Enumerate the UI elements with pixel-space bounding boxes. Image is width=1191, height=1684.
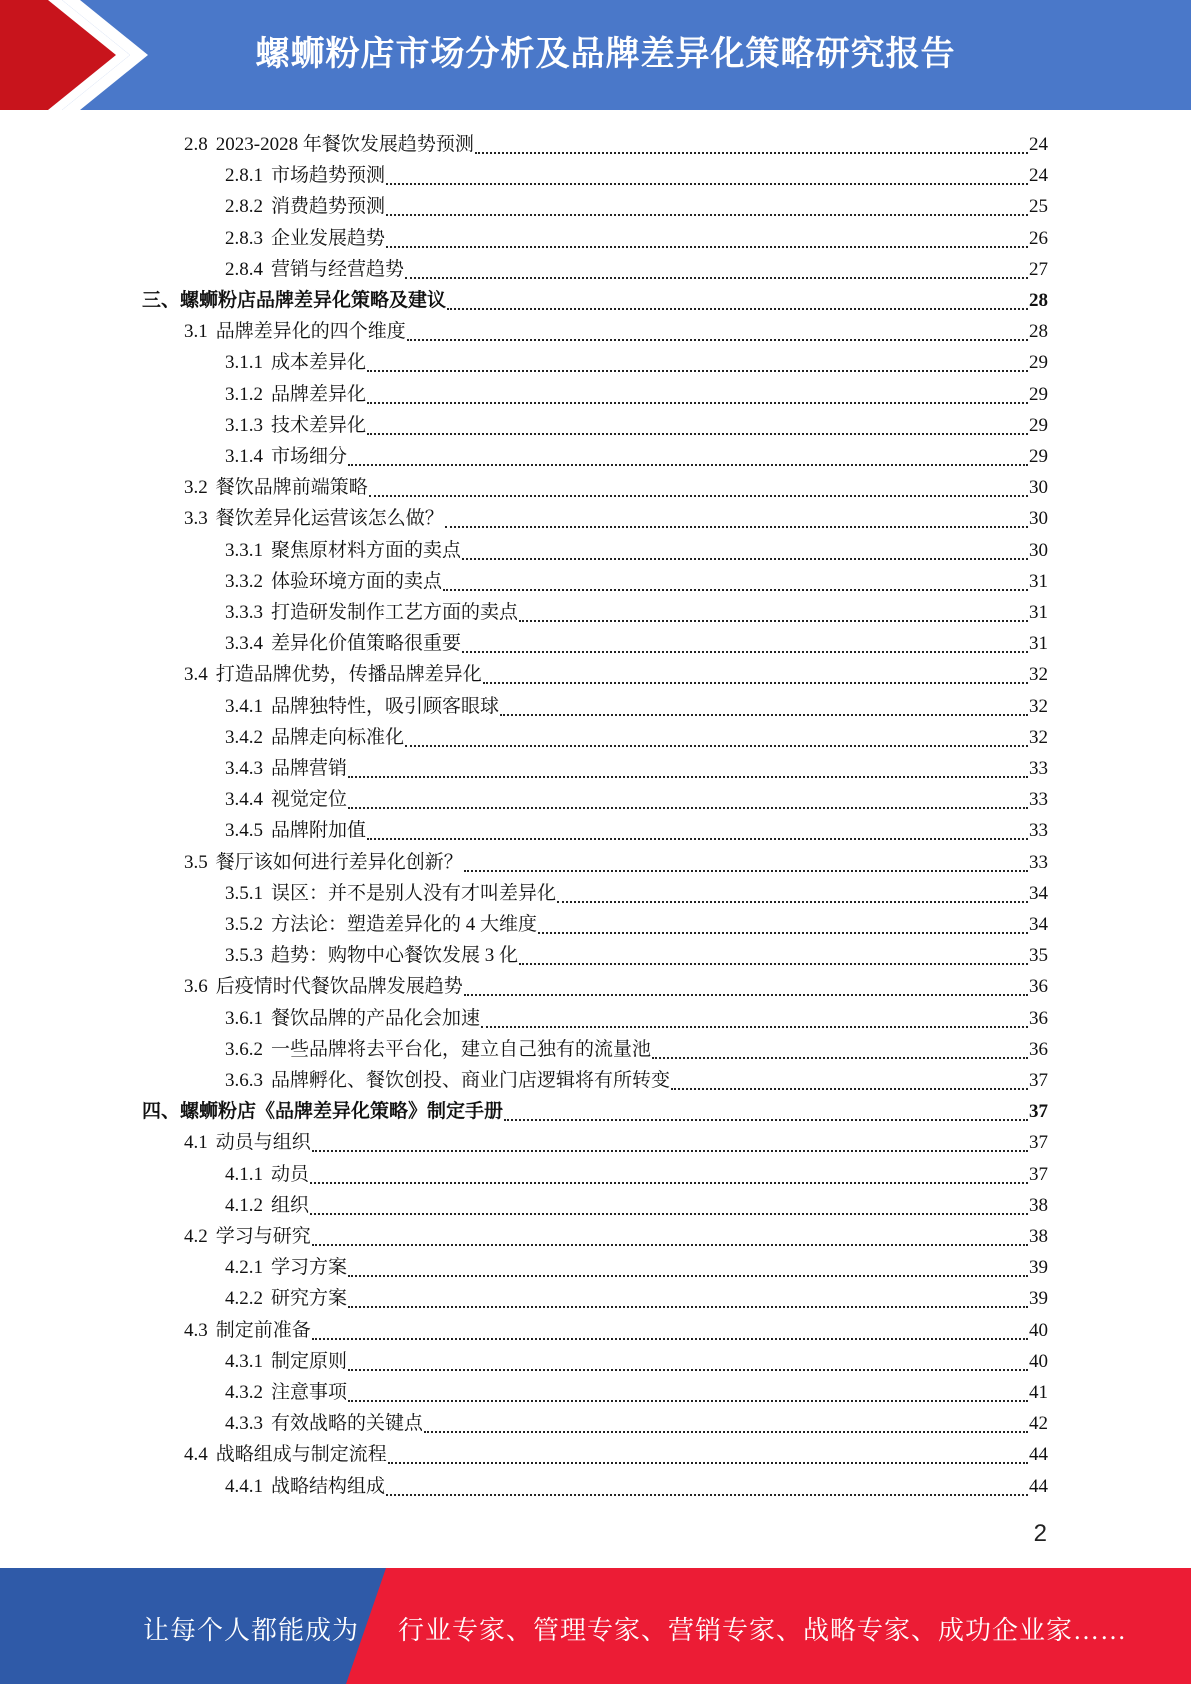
toc-dot-leader xyxy=(464,850,1028,872)
toc-entry-title: 后疫情时代餐饮品牌发展趋势 xyxy=(215,976,463,998)
report-title: 螺蛳粉店市场分析及品牌差异化策略研究报告 xyxy=(255,34,956,74)
toc-entry-number: 3.5 xyxy=(184,851,208,873)
toc-entry-page: 29 xyxy=(1029,383,1048,405)
toc-entry-page: 41 xyxy=(1029,1382,1048,1403)
toc-entry-title: 市场趋势预测 xyxy=(271,165,386,187)
toc-entry[interactable] xyxy=(184,500,1048,531)
toc-entry-number: 3.4 xyxy=(184,664,208,686)
toc-entry-page: 40 xyxy=(1029,1319,1048,1341)
toc-entry-title: 餐饮差异化运营该怎么做？ xyxy=(215,508,444,530)
toc-entry[interactable] xyxy=(225,875,1048,906)
toc-entry-number: 3.1.4 xyxy=(225,446,263,467)
toc-dot-leader xyxy=(519,600,1028,622)
toc-entry-title: 注意事项 xyxy=(271,1382,348,1403)
toc-entry-page: 30 xyxy=(1029,508,1048,530)
footer-slogan-left: 让每个人都能成为 xyxy=(143,1616,360,1645)
toc-dot-leader xyxy=(348,1349,1028,1371)
toc-dot-leader xyxy=(312,1130,1028,1152)
toc-dot-leader xyxy=(424,1411,1028,1433)
toc-entry-title: 品牌走向标准化 xyxy=(271,726,405,748)
toc-dot-leader xyxy=(312,1318,1028,1340)
toc-entry-title: 餐饮品牌前端策略 xyxy=(215,477,368,499)
toc-entry-title: 战略组成与制定流程 xyxy=(215,1444,387,1466)
toc-entry[interactable] xyxy=(225,532,1048,563)
toc-entry-number: 3.3 xyxy=(184,508,208,530)
toc-dot-leader xyxy=(504,1099,1028,1121)
toc-entry-number: 4.4.1 xyxy=(225,1475,263,1497)
toc-entry[interactable] xyxy=(225,1280,1048,1311)
toc-entry-number: 2.8.2 xyxy=(225,196,263,218)
toc-entry-number: 3.3.4 xyxy=(225,633,263,655)
toc-dot-leader xyxy=(388,1442,1028,1464)
toc-dot-leader xyxy=(462,631,1028,653)
toc-entry[interactable] xyxy=(225,188,1048,219)
toc-entry-number: 3.1 xyxy=(184,321,208,343)
toc-entry-title: 动员与组织 xyxy=(215,1132,311,1154)
toc-entry-page: 40 xyxy=(1029,1350,1048,1372)
toc-entry-title: 企业发展趋势 xyxy=(271,227,386,249)
toc-entry-title: 制定前准备 xyxy=(215,1319,311,1341)
toc-entry-page: 37 xyxy=(1029,1163,1048,1185)
toc-entry-title: 市场细分 xyxy=(271,446,348,467)
toc-entry-number: 4.3.2 xyxy=(225,1382,263,1403)
toc-entry-page: 32 xyxy=(1029,726,1048,748)
toc-entry-number: 三、 xyxy=(142,290,181,311)
toc-dot-leader xyxy=(348,1380,1028,1402)
toc-entry-number: 3.6.2 xyxy=(225,1038,263,1060)
toc-entry-title: 制定原则 xyxy=(271,1350,348,1372)
toc-dot-leader xyxy=(386,194,1028,216)
toc-entry-page: 38 xyxy=(1029,1194,1048,1216)
toc-entry-number: 3.1.3 xyxy=(225,414,263,436)
toc-entry[interactable] xyxy=(184,656,1048,687)
toc-entry[interactable] xyxy=(225,438,1048,469)
toc-dot-leader xyxy=(386,226,1028,248)
toc-entry[interactable] xyxy=(225,1187,1048,1218)
toc-entry-number: 4.4 xyxy=(184,1444,208,1466)
toc-entry-page: 36 xyxy=(1029,1007,1048,1029)
toc-entry-title: 品牌附加值 xyxy=(271,820,367,842)
toc-entry-number: 4.1 xyxy=(184,1132,208,1154)
toc-dot-leader xyxy=(367,382,1028,404)
toc-entry-title: 品牌孵化、餐饮创投、商业门店逻辑将有所转变 xyxy=(271,1070,671,1091)
toc-entry-number: 3.5.3 xyxy=(225,945,263,967)
toc-entry[interactable] xyxy=(225,251,1048,282)
toc-entry[interactable] xyxy=(225,781,1048,812)
toc-entry-page: 37 xyxy=(1029,1070,1048,1091)
toc-entry-title: 一些品牌将去平台化，建立自己独有的流量池 xyxy=(271,1038,652,1060)
toc-dot-leader xyxy=(348,756,1028,778)
toc-dot-leader xyxy=(386,1474,1028,1496)
toc-entry-number: 4.1.1 xyxy=(225,1163,263,1185)
toc-entry-title: 学习与研究 xyxy=(215,1226,311,1247)
toc-entry-title: 有效战略的关键点 xyxy=(271,1413,424,1435)
toc-entry-title: 消费趋势预测 xyxy=(271,196,386,218)
toc-entry[interactable] xyxy=(184,1312,1048,1343)
toc-entry-number: 2.8.1 xyxy=(225,165,263,187)
toc-entry[interactable] xyxy=(225,906,1048,937)
toc-entry-number: 3.1.2 xyxy=(225,383,263,405)
toc-dot-leader xyxy=(462,538,1028,560)
toc-dot-leader xyxy=(348,444,1028,466)
toc-dot-leader xyxy=(369,475,1028,497)
toc-entry-number: 2.8.4 xyxy=(225,258,263,280)
page-header xyxy=(0,0,1191,110)
toc-entry[interactable] xyxy=(225,625,1048,656)
toc-entry[interactable] xyxy=(225,563,1048,594)
toc-entry-number: 3.4.4 xyxy=(225,789,263,811)
toc-entry-page: 30 xyxy=(1029,539,1048,561)
toc-entry-number: 3.4.1 xyxy=(225,695,263,717)
toc-entry-title: 战略结构组成 xyxy=(271,1475,386,1497)
toc-dot-leader xyxy=(557,881,1028,903)
toc-entry-number: 3.3.1 xyxy=(225,539,263,561)
toc-entry-number: 4.1.2 xyxy=(225,1194,263,1216)
toc-dot-leader xyxy=(348,787,1028,809)
toc-entry-page: 31 xyxy=(1029,570,1048,592)
toc-entry-number: 4.2.2 xyxy=(225,1288,263,1310)
toc-entry-title: 聚焦原材料方面的卖点 xyxy=(271,539,462,561)
toc-entry-page: 44 xyxy=(1029,1475,1048,1497)
toc-entry-title: 趋势：购物中心餐饮发展 3 化 xyxy=(271,945,519,967)
toc-entry-number: 3.6.3 xyxy=(225,1070,263,1091)
toc-dot-leader xyxy=(310,1193,1028,1215)
toc-entry-title: 品牌营销 xyxy=(271,758,348,779)
toc-entry[interactable] xyxy=(225,407,1048,438)
toc-dot-leader xyxy=(481,1006,1028,1028)
toc-entry[interactable] xyxy=(225,1062,1048,1093)
toc-dot-leader xyxy=(652,1037,1028,1059)
toc-entry-number: 4.3 xyxy=(184,1319,208,1341)
toc-dot-leader xyxy=(310,1162,1028,1184)
toc-entry[interactable] xyxy=(225,1249,1048,1280)
toc-dot-leader xyxy=(464,974,1028,996)
toc-entry-page: 33 xyxy=(1029,851,1048,873)
toc-entry-title: 品牌差异化 xyxy=(271,383,367,405)
toc-entry-title: 误区：并不是别人没有才叫差异化 xyxy=(271,882,557,904)
toc-entry-number: 2.8 xyxy=(184,134,208,155)
toc-entry-title: 成本差异化 xyxy=(271,352,367,374)
toc-dot-leader xyxy=(447,288,1028,310)
toc-entry-number: 4.3.3 xyxy=(225,1413,263,1435)
toc-entry-title: 打造品牌优势，传播品牌差异化 xyxy=(215,664,482,686)
toc-entry-page: 26 xyxy=(1029,227,1048,249)
toc-dot-leader xyxy=(500,694,1028,716)
toc-entry-title: 动员 xyxy=(271,1163,310,1185)
toc-dot-leader xyxy=(386,163,1028,185)
toc-dot-leader xyxy=(367,818,1028,840)
toc-entry-page: 37 xyxy=(1029,1101,1048,1123)
toc-dot-leader xyxy=(348,1286,1028,1308)
toc-entry-page: 38 xyxy=(1029,1226,1048,1247)
toc-entry[interactable] xyxy=(225,1156,1048,1187)
toc-entry[interactable] xyxy=(225,1343,1048,1374)
toc-dot-leader xyxy=(405,257,1028,279)
toc-dot-leader xyxy=(671,1068,1028,1090)
toc-entry[interactable] xyxy=(225,719,1048,750)
toc-entry-title: 组织 xyxy=(271,1194,310,1216)
toc-entry-number: 4.2 xyxy=(184,1226,208,1247)
toc-entry-title: 技术差异化 xyxy=(271,414,367,436)
toc-entry-number: 4.3.1 xyxy=(225,1350,263,1372)
toc-entry-page: 29 xyxy=(1029,446,1048,467)
toc-entry-title: 学习方案 xyxy=(271,1257,348,1279)
toc-dot-leader xyxy=(445,506,1028,528)
toc-entry[interactable] xyxy=(142,1093,1048,1124)
toc-entry-title: 方法论：塑造差异化的 4 大维度 xyxy=(271,914,538,935)
toc-entry[interactable] xyxy=(225,1031,1048,1062)
toc-entry-title: 餐厅该如何进行差异化创新？ xyxy=(215,851,463,873)
toc-entry-title: 差异化价值策略很重要 xyxy=(271,633,462,655)
toc-dot-leader xyxy=(367,413,1028,435)
toc-entry[interactable] xyxy=(225,376,1048,407)
toc-entry-page: 29 xyxy=(1029,352,1048,374)
toc-entry-number: 3.5.1 xyxy=(225,882,263,904)
toc-entry[interactable] xyxy=(184,1436,1048,1467)
toc-entry-page: 33 xyxy=(1029,758,1048,779)
toc-entry[interactable] xyxy=(225,594,1048,625)
toc-entry-number: 3.5.2 xyxy=(225,914,263,935)
toc-entry-page: 27 xyxy=(1029,258,1048,280)
toc-entry[interactable] xyxy=(225,157,1048,188)
toc-entry[interactable] xyxy=(184,469,1048,500)
toc-entry-page: 24 xyxy=(1029,165,1048,187)
footer-slogan-right: 行业专家、管理专家、营销专家、战略专家、成功企业家…… xyxy=(398,1616,1128,1645)
toc-entry-title: 体验环境方面的卖点 xyxy=(271,570,443,592)
toc-entry-title: 研究方案 xyxy=(271,1288,348,1310)
toc-dot-leader xyxy=(312,1224,1028,1246)
toc-entry[interactable] xyxy=(225,812,1048,843)
toc-entry-number: 四、 xyxy=(142,1101,181,1123)
toc-entry[interactable] xyxy=(225,220,1048,251)
toc-entry-number: 3.1.1 xyxy=(225,352,263,374)
toc-dot-leader xyxy=(348,1255,1028,1277)
toc-dot-leader xyxy=(483,662,1028,684)
toc-entry-title: 打造研发制作工艺方面的卖点 xyxy=(271,602,519,623)
toc-entry-page: 36 xyxy=(1029,976,1048,998)
toc-entry[interactable] xyxy=(184,313,1048,344)
toc-entry-page: 36 xyxy=(1029,1038,1048,1060)
toc-entry-page: 25 xyxy=(1029,196,1048,218)
toc-entry-page: 32 xyxy=(1029,695,1048,717)
toc-entry-number: 3.4.5 xyxy=(225,820,263,842)
toc-entry-page: 24 xyxy=(1029,134,1048,155)
toc-dot-leader xyxy=(443,569,1028,591)
toc-entry[interactable] xyxy=(225,1405,1048,1436)
toc-entry-page: 31 xyxy=(1029,602,1048,623)
toc-entry-page: 34 xyxy=(1029,914,1048,935)
toc-entry-number: 3.3.3 xyxy=(225,602,263,623)
toc-entry-page: 31 xyxy=(1029,633,1048,655)
toc-entry-page: 39 xyxy=(1029,1257,1048,1279)
toc-entry-title: 品牌差异化的四个维度 xyxy=(215,321,406,343)
page-footer xyxy=(0,1568,1191,1684)
toc-entry-page: 33 xyxy=(1029,789,1048,811)
toc-entry[interactable] xyxy=(184,1218,1048,1249)
toc-entry-number: 3.2 xyxy=(184,477,208,499)
toc-entry-number: 3.4.3 xyxy=(225,758,263,779)
toc-entry-page: 29 xyxy=(1029,414,1048,436)
toc-entry[interactable] xyxy=(184,844,1048,875)
toc-entry-page: 32 xyxy=(1029,664,1048,686)
toc-entry-title: 螺蛳粉店《品牌差异化策略》制定手册 xyxy=(180,1101,504,1123)
toc-entry[interactable] xyxy=(225,344,1048,375)
toc-entry-title: 餐饮品牌的产品化会加速 xyxy=(271,1007,481,1029)
toc-dot-leader xyxy=(407,319,1028,341)
toc-entry-page: 35 xyxy=(1029,945,1048,967)
toc-dot-leader xyxy=(405,725,1028,747)
toc-entry-page: 30 xyxy=(1029,477,1048,499)
toc-entry[interactable] xyxy=(225,1468,1048,1499)
toc-entry-page: 42 xyxy=(1029,1413,1048,1435)
toc-dot-leader xyxy=(367,350,1028,372)
toc-dot-leader xyxy=(538,912,1028,934)
toc-dot-leader xyxy=(475,132,1028,154)
toc-entry-number: 4.2.1 xyxy=(225,1257,263,1279)
toc-entry-page: 28 xyxy=(1029,290,1048,311)
toc-entry[interactable] xyxy=(225,688,1048,719)
toc-entry[interactable] xyxy=(184,1124,1048,1155)
toc-entry[interactable] xyxy=(225,937,1048,968)
toc-entry-title: 营销与经营趋势 xyxy=(271,258,405,280)
toc-entry-number: 3.3.2 xyxy=(225,570,263,592)
toc-entry-page: 44 xyxy=(1029,1444,1048,1466)
toc-entry-page: 33 xyxy=(1029,820,1048,842)
toc-entry-number: 3.4.2 xyxy=(225,726,263,748)
toc-entry[interactable] xyxy=(142,282,1048,313)
toc-dot-leader xyxy=(519,943,1028,965)
toc-entry-page: 39 xyxy=(1029,1288,1048,1310)
page-number: 2 xyxy=(1033,1520,1047,1547)
toc-entry-title: 2023-2028 年餐饮发展趋势预测 xyxy=(215,134,474,155)
toc-entry[interactable] xyxy=(225,750,1048,781)
toc-entry[interactable] xyxy=(184,126,1048,157)
toc-entry-page: 37 xyxy=(1029,1132,1048,1154)
toc-entry[interactable] xyxy=(225,1374,1048,1405)
toc-entry[interactable] xyxy=(184,968,1048,999)
toc-entry[interactable] xyxy=(225,1000,1048,1031)
toc-entry-number: 3.6 xyxy=(184,976,208,998)
toc-entry-title: 螺蛳粉店品牌差异化策略及建议 xyxy=(180,290,447,311)
toc-entry-page: 34 xyxy=(1029,882,1048,904)
toc-entry-page: 28 xyxy=(1029,321,1048,343)
toc-entry-number: 3.6.1 xyxy=(225,1007,263,1029)
toc-entry-title: 品牌独特性，吸引顾客眼球 xyxy=(271,695,500,717)
toc-entry-title: 视觉定位 xyxy=(271,789,348,811)
toc-entry-number: 2.8.3 xyxy=(225,227,263,249)
